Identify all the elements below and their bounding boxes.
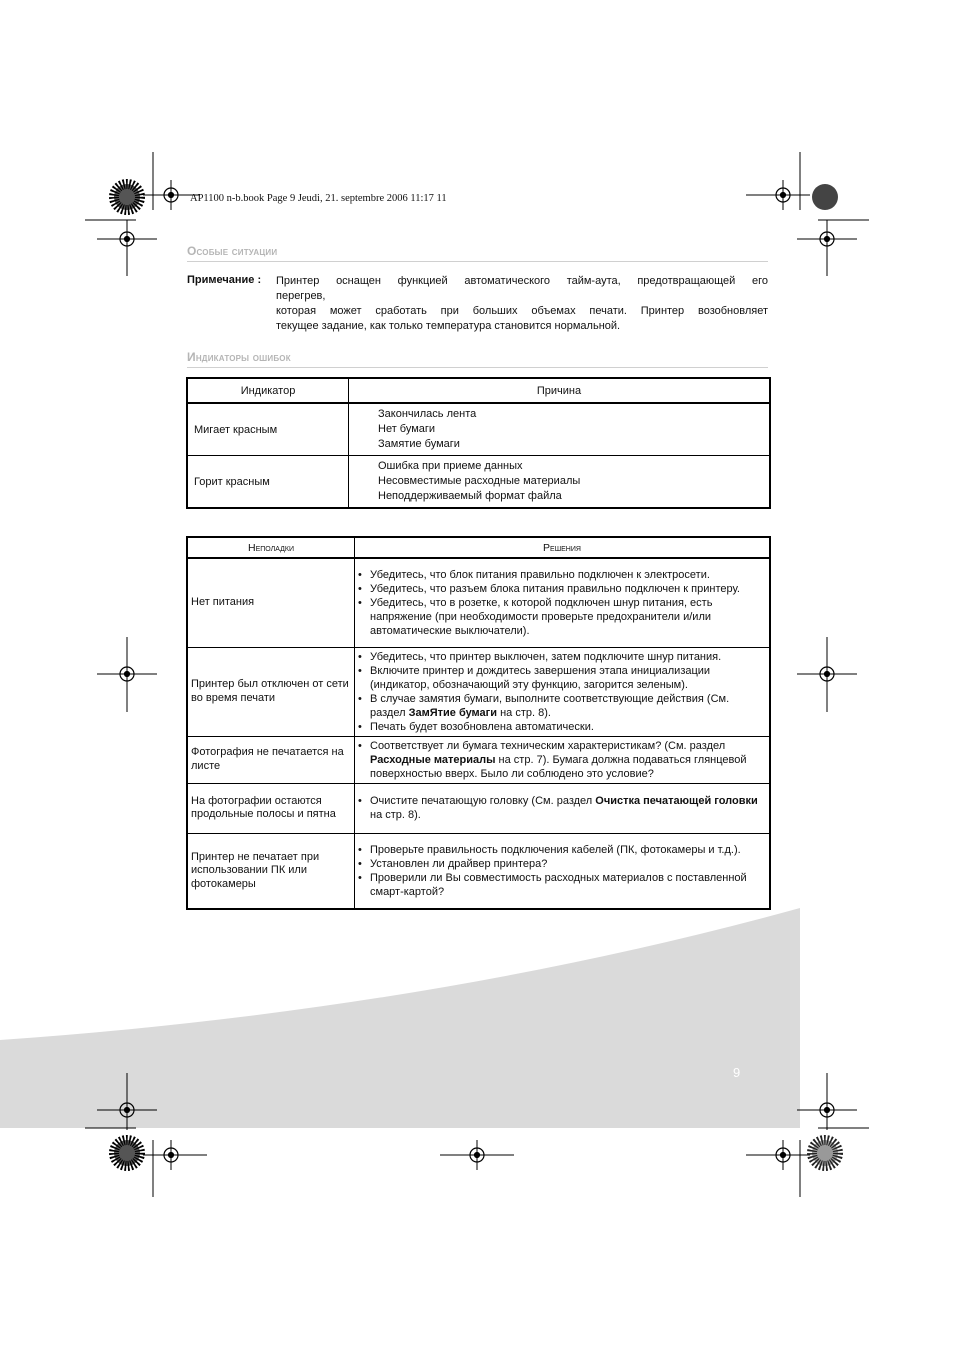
note-line: Принтер оснащен функцией автоматического тайм-аута, предотвращающей его [276,275,768,287]
table-row [187,783,770,833]
cause-item: Ошибка при приеме данных [378,460,523,472]
note-line: текущее задание, как только температура становится нормальной. [276,320,621,332]
solution-cell [355,833,771,909]
page-number: 9 [733,1065,741,1080]
header-problem: Неполадки [187,537,355,558]
table-header-row [187,537,770,558]
section-title-special-situations: Особые ситуации [187,244,278,258]
gray-footer-band [0,908,800,1128]
solution-item: • Установлен ли драйвер принтера? [357,857,765,871]
table-row [187,558,770,647]
note-label: Примечание : [187,274,262,286]
solution-item: • Убедитесь, что принтер выключен, затем подключите шнур питания. [357,650,765,664]
troubleshooting-table [186,536,771,910]
solution-item: • Убедитесь, что в розетке, к которой подключен шнур питания, есть напряжение (при необходимости проверьте предохранители и/или автоматические выключатели). [357,596,765,638]
book-info-header: AP1100 n-b.book Page 9 Jeudi, 21. septembre 2006 11:17 11 [190,193,447,204]
solution-text: на стр. 8). [370,809,421,821]
note-text [276,274,768,334]
section-reference: Очистка печатающей головки [595,795,758,807]
solution-text: на стр. 8). [497,706,551,719]
section-rule [187,261,768,262]
solution-text: Очистите печатающую головку (См. раздел [370,795,596,807]
solution-cell [355,558,771,647]
solution-item [357,739,765,781]
problem-cell: Нет питания [187,558,355,647]
solution-text: В случае замятия бумаги, выполните соответствующие действия (См. раздел [370,692,730,719]
solution-item [357,692,765,720]
problem-cell: Фотография не печатается на листе [187,736,355,783]
header-indicator: Индикатор [187,378,349,403]
table-row [187,456,770,509]
problem-cell: Принтер был отключен от сети во время печати [187,647,355,736]
solution-item: • Убедитесь, что разъем блока питания правильно подключен к принтеру. [357,582,765,596]
solution-item: • Печать будет возобновлена автоматически. [357,720,765,734]
solution-cell [355,783,771,833]
table-row [187,833,770,909]
solution-cell [355,736,771,783]
note-line: перегрев, [276,290,326,302]
cause-cell [349,456,771,509]
section-title-error-indicators: Индикаторы ошибок [187,350,291,364]
problem-cell: На фотографии остаются продольные полосы и пятна [187,783,355,833]
cause-item: Неподдерживаемый формат файла [378,490,562,502]
note-line: которая может сработать при больших объемах печати. Принтер возобновляет [276,305,768,317]
indicator-cell: Мигает красным [187,403,349,456]
solution-item: • Включите принтер и дождитесь завершения этапа инициализации (индикатор, обозначающий эту функцию, загорится зеленым). [357,664,765,692]
indicator-cell: Горит красным [187,456,349,509]
indicator-table [186,377,771,509]
solution-item: • Проверили ли Вы совместимость расходных материалов с поставленной смарт-картой? [357,871,765,899]
cause-cell [349,403,771,456]
table-header-row [187,378,770,403]
cause-item: Нет бумаги [378,423,436,435]
solution-cell [355,647,771,736]
table-row [187,647,770,736]
table-row [187,736,770,783]
section-reference: Расходные материалы [370,753,496,766]
section-reference: ЗамЯтие бумаги [408,706,498,719]
solution-text: Соответствует ли бумага техническим характеристикам? (См. раздел [370,739,726,752]
cause-item: Несовместимые расходные материалы [378,475,581,487]
table-row [187,403,770,456]
cause-item: Замятие бумаги [378,438,460,450]
cause-item: Закончилась лента [378,408,477,420]
section-rule [187,367,768,368]
header-solution: Решения [355,537,771,558]
solution-item: • Убедитесь, что блок питания правильно подключен к электросети. [357,568,765,582]
solution-text: на стр. 7). Бумага должна подаваться глянцевой поверхностью вверх. Было ли соблюдено это условие? [370,753,747,780]
problem-cell: Принтер не печатает при использовании ПК или фотокамеры [187,833,355,909]
header-cause: Причина [349,378,771,403]
solution-item [357,794,765,822]
solution-item: • Проверьте правильность подключения кабелей (ПК, фотокамеры и т.д.). [357,843,765,857]
